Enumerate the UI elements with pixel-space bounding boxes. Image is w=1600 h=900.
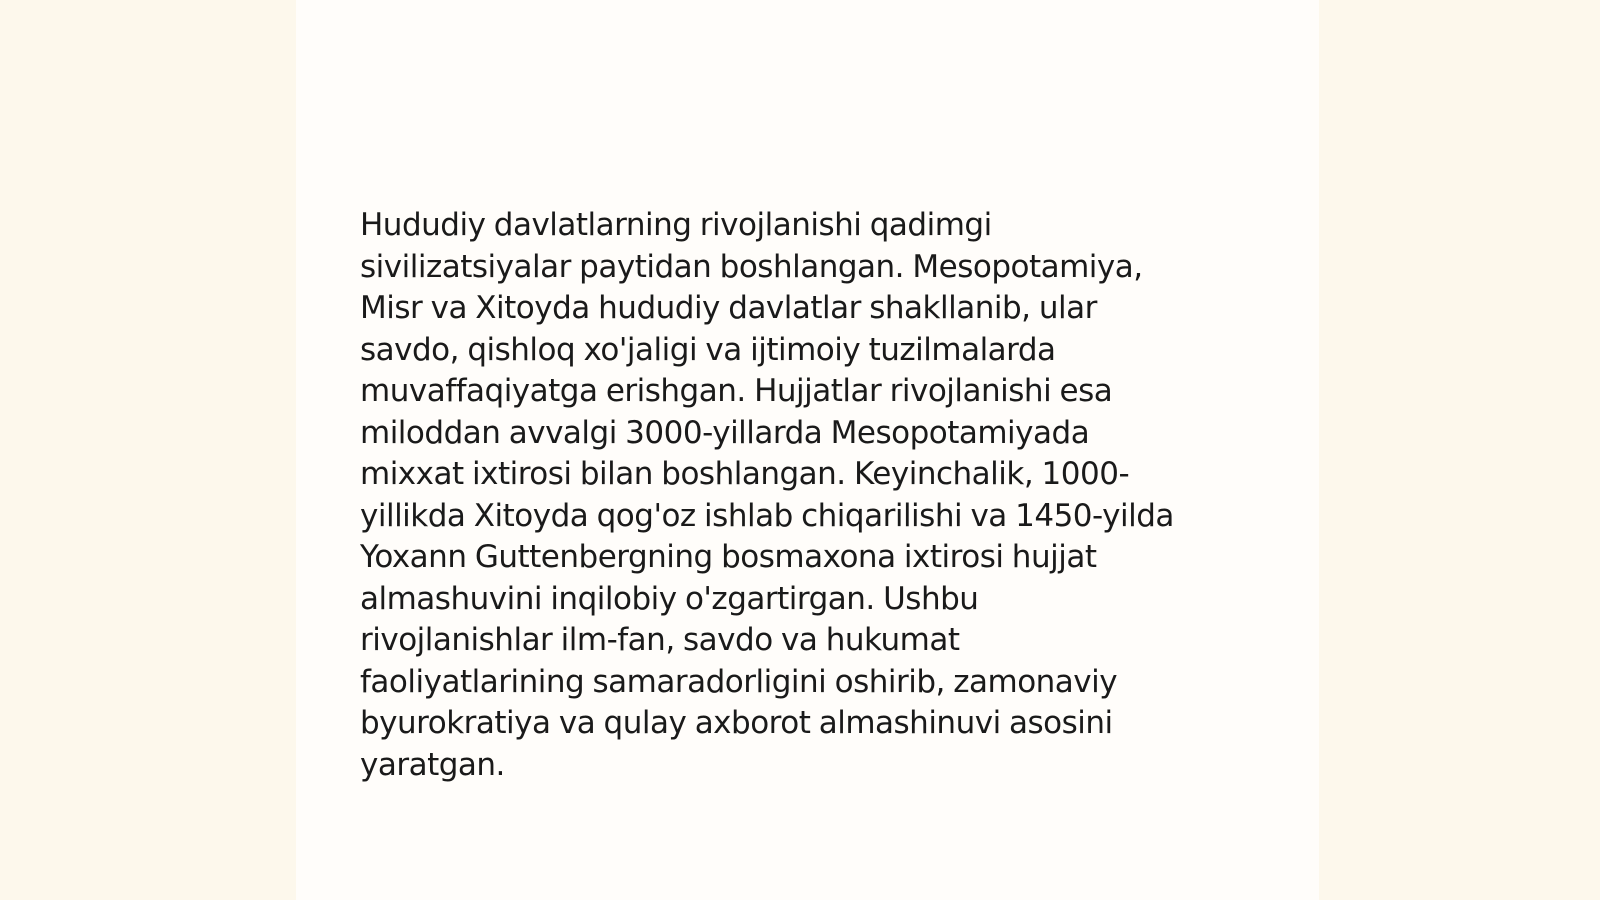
paragraph-line: sivilizatsiyalar paytidan boshlangan. Mesopotamiya, xyxy=(360,248,1143,285)
paragraph-line: savdo, qishloq xo'jaligi va ijtimoiy tuzilmalarda xyxy=(360,331,1056,368)
paragraph-line: almashuvini inqilobiy o'zgartirgan. Ushbu xyxy=(360,580,979,617)
paragraph-line: miloddan avvalgi 3000-yillarda Mesopotamiyada xyxy=(360,414,1090,451)
paragraph-line: Yoxann Guttenbergning bosmaxona ixtirosi hujjat xyxy=(360,539,1097,575)
paragraph-line: byurokratiya va qulay axborot almashinuvi asosini xyxy=(360,705,1113,741)
paragraph-line: yillikda Xitoyda qog'oz ishlab chiqarilishi va 1450-yilda xyxy=(360,497,1174,534)
paragraph-line: mixxat ixtirosi bilan boshlangan. Keyinchalik, 1000- xyxy=(360,456,1130,492)
paragraph-line: rivojlanishlar ilm-fan, savdo va hukumat xyxy=(360,622,960,658)
paragraph-line: Misr va Xitoyda hududiy davlatlar shakllanib, ular xyxy=(360,290,1097,326)
paragraph-line: muvaffaqiyatga erishgan. Hujjatlar rivojlanishi esa xyxy=(360,373,1113,409)
paragraph-line: Hududiy davlatlarning rivojlanishi qadimgi xyxy=(360,207,992,243)
slide-page xyxy=(296,0,1319,900)
paragraph-line: faoliyatlarining samaradorligini oshirib, zamonaviy xyxy=(360,663,1118,700)
body-paragraph xyxy=(360,205,1240,786)
paragraph-line: yaratgan. xyxy=(360,746,505,783)
